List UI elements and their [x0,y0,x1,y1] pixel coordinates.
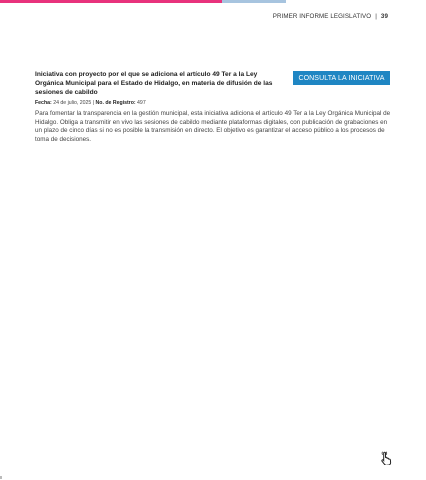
top-accent-bar [0,0,426,3]
page-corner-mark [0,476,2,479]
registry-label: No. de Registro: [95,100,136,106]
hand-pointer-icon[interactable] [380,451,392,465]
running-title: PRIMER INFORME LEGISLATIVO [272,13,372,20]
date-label: Fecha: [35,100,52,106]
date-value: 24 de julio, 2025 [53,100,92,106]
meta-separator: | [92,100,95,106]
header-separator: | [375,13,377,20]
running-header [273,13,388,20]
registry-value: 497 [137,100,146,106]
accent-bar-pink [0,0,222,3]
initiative-title: Iniciativa con proyecto por el que se adiciona el artículo 49 Ter a la Ley Orgánica Municipal para el Estado de Hidalgo, en materia de difusión de las sesiones de cabildo [35,71,273,96]
page-number: 39 [380,13,388,20]
initiative-summary: Para fomentar la transparencia en la gestión municipal, esta iniciativa adiciona el artículo 49 Ter a la Ley Orgánica Municipal de Hidalgo. Obliga a transmitir en vivo las sesiones de cabildo mediante plataformas digitales, con publicación de grabaciones en un plazo de cinco días si no es posible la transmisión en directo. El objetivo es garantizar el acceso público a los procesos de toma de decisiones. [35,110,391,143]
initiative-meta [35,100,146,106]
accent-bar-blue [222,0,286,3]
consult-initiative-button[interactable]: CONSULTA LA INICIATIVA [293,71,390,85]
